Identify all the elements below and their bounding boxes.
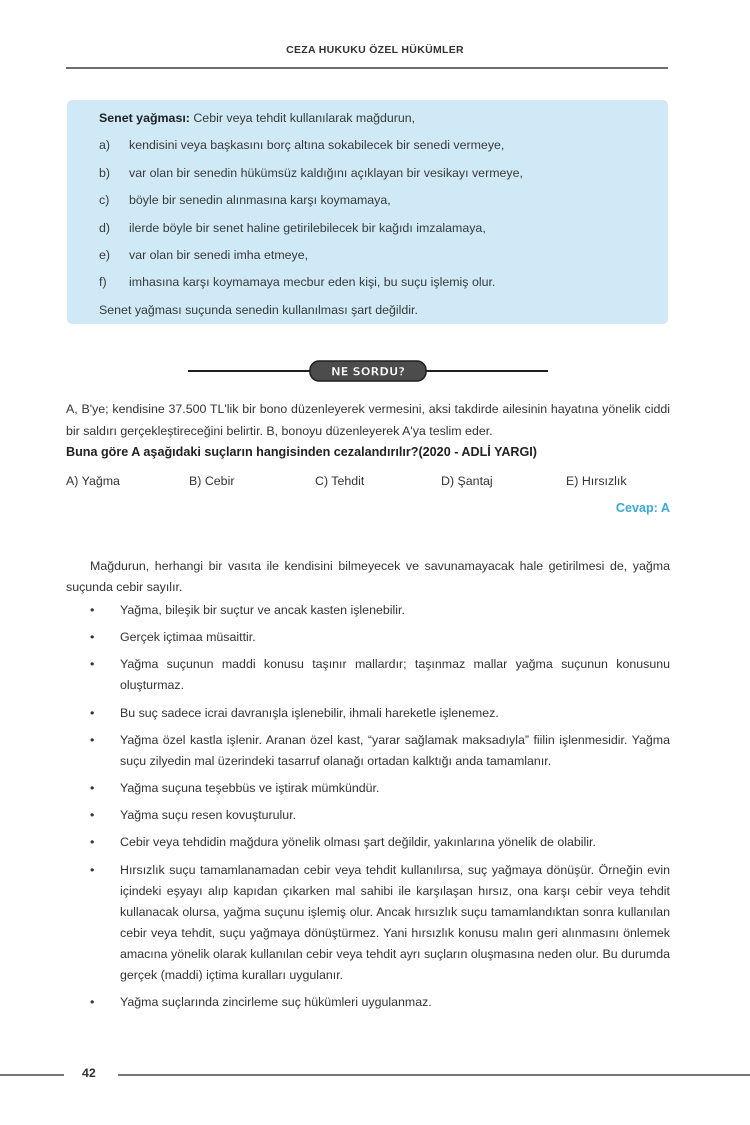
bullet-text: Cebir veya tehdidin mağdura yönelik olması şart değildir, yakınlarına yönelik de olabilir.: [120, 835, 596, 850]
bullet-dot: •: [90, 808, 95, 823]
bullet-dot: •: [90, 603, 95, 617]
bullet-dot: •: [90, 835, 95, 850]
page-number: 42: [82, 1066, 96, 1080]
item-text: var olan bir senedi imha etmeye,: [129, 247, 309, 262]
bullet-item: [66, 805, 670, 826]
definition-box: [67, 100, 668, 324]
footer-rule-left: [0, 1074, 64, 1076]
bullet-item: [66, 992, 670, 1013]
bullet-dot: •: [90, 705, 95, 720]
item-text: ilerde böyle bir senet haline getirilebilecek bir kağıdı imzalamaya,: [129, 220, 486, 235]
bullet-dot: •: [90, 780, 95, 795]
banner-rule-right: [422, 370, 548, 372]
option-e: E) Hırsızlık: [566, 474, 627, 488]
definition-intro: [99, 105, 668, 132]
definition-intro-text: Cebir veya tehdit kullanılarak mağdurun,: [189, 111, 416, 125]
option-c: C) Tehdit: [315, 474, 365, 488]
item-letter: e): [99, 247, 111, 262]
bullet-item: [66, 778, 670, 799]
bullet-item: [66, 860, 670, 986]
ne-sordu-logo: [308, 358, 428, 384]
banner-rule-left: [188, 370, 314, 372]
definition-note: Senet yağması suçunda senedin kullanılması şart değildir.: [99, 302, 418, 317]
item-letter: a): [99, 138, 111, 153]
option-b: B) Cebir: [189, 474, 235, 488]
bullet-item: [66, 627, 670, 648]
bullet-item: [66, 600, 670, 621]
definition-item: [99, 269, 668, 296]
answer-label: Cevap: A: [615, 501, 670, 515]
bullet-text: Yağma özel kastla işlenir. Aranan özel kast, “yarar sağlamak maksadıyla” fiilin işlenmesidir. Yağma suçu zilyedin mal üzerindeki tasarruf olanağı ortadan kalktığı anda tamamlanır.: [120, 732, 670, 768]
definition-item: [99, 187, 668, 214]
item-text: kendisini veya başkasını borç altına sokabilecek bir senedi vermeye,: [129, 138, 505, 153]
page-header-title: CEZA HUKUKU ÖZEL HÜKÜMLER: [286, 44, 464, 56]
body-paragraph: Mağdurun, herhangi bir vasıta ile kendisini bilmeyecek ve savunamayacak hale getirilmesi de, yağma suçunda cebir sayılır.: [66, 559, 670, 594]
bullet-dot: •: [90, 994, 95, 1009]
bullet-text: Bu suç sadece icrai davranışla işlenebilir, ihmali hareketle işlenemez.: [120, 705, 499, 720]
question-text: A, B'ye; kendisine 37.500 TL'lik bir bono düzenleyerek vermesini, aksi takdirde ailesinin hayatına yönelik ciddi bir saldırı gerçekleştireceğini belirtir. B, bonoyu düzenleyerek A'ya teslim eder.: [66, 402, 670, 438]
item-text: böyle bir senedin alınmasına karşı koymamaya,: [129, 193, 391, 208]
bullet-text: Yağma, bileşik bir suçtur ve ancak kasten işlenebilir.: [120, 603, 405, 617]
bullet-dot: •: [90, 732, 95, 747]
bullet-item: [66, 703, 670, 724]
ne-sordu-banner: [188, 356, 548, 386]
bullet-list: [66, 600, 670, 1019]
item-text: var olan bir senedin hükümsüz kaldığını açıklayan bir vesikayı vermeye,: [129, 165, 523, 180]
bullet-text: Yağma suçuna teşebbüs ve iştirak mümkündür.: [120, 780, 380, 795]
definition-title: Senet yağması:: [99, 111, 190, 125]
definition-item: [99, 242, 668, 269]
item-text: imhasına karşı koymamaya mecbur eden kişi, bu suçu işlemiş olur.: [129, 275, 496, 290]
bullet-item: [66, 832, 670, 853]
item-letter: f): [99, 275, 107, 290]
bullet-text: Yağma suçlarında zincirleme suç hükümleri uygulanmaz.: [120, 994, 432, 1009]
bullet-text: Gerçek içtimaa müsaittir.: [120, 630, 256, 645]
bullet-text: Yağma suçunun maddi konusu taşınır mallardır; taşınmaz mallar yağma suçunun konusunu oluşturmaz.: [120, 657, 670, 693]
bullet-text: Yağma suçu resen kovuşturulur.: [120, 808, 297, 823]
banner-label: NE SORDU?: [331, 364, 405, 379]
bullet-dot: •: [90, 657, 95, 672]
bullet-item: [66, 654, 670, 696]
option-a: A) Yağma: [66, 474, 120, 488]
definition-item: [99, 132, 668, 159]
item-letter: d): [99, 220, 111, 235]
bullet-text: Hırsızlık suçu tamamlanamadan cebir veya tehdit kullanılırsa, suç yağmaya dönüşür. Örneğin evin içindeki eşyayı alıp kapıdan çıkarken mal sahibi ile karşılaşan hırsız, ona karşı cebir veya tehdit kullanacak olursa, yağma suçunu işlemiş olur. Ancak hırsızlık suçu tamamlandıktan sonra kullanılan cebir veya tehdit, suçu yağmaya dönüştürmez. Yani hırsızlık konusu malın geri alınmasını önlemek amacına yönelik olarak kullanılan cebir veya tehdit ayrı suçların oluşmasına neden olur. Bu durumda gerçek (maddi) içtima kuralları uygulanır.: [120, 862, 670, 982]
bullet-dot: •: [90, 862, 95, 877]
definition-item: [99, 215, 668, 242]
footer-rule-right: [118, 1074, 750, 1076]
item-letter: c): [99, 193, 110, 208]
item-letter: b): [99, 165, 111, 180]
header-divider: [66, 67, 668, 69]
bullet-item: [66, 730, 670, 772]
definition-item: [99, 160, 668, 187]
option-d: D) Şantaj: [441, 474, 493, 488]
bullet-dot: •: [90, 630, 95, 645]
question-prompt: Buna göre A aşağıdaki suçların hangisinden cezalandırılır?(2020 - ADLİ YARGI): [66, 445, 537, 459]
